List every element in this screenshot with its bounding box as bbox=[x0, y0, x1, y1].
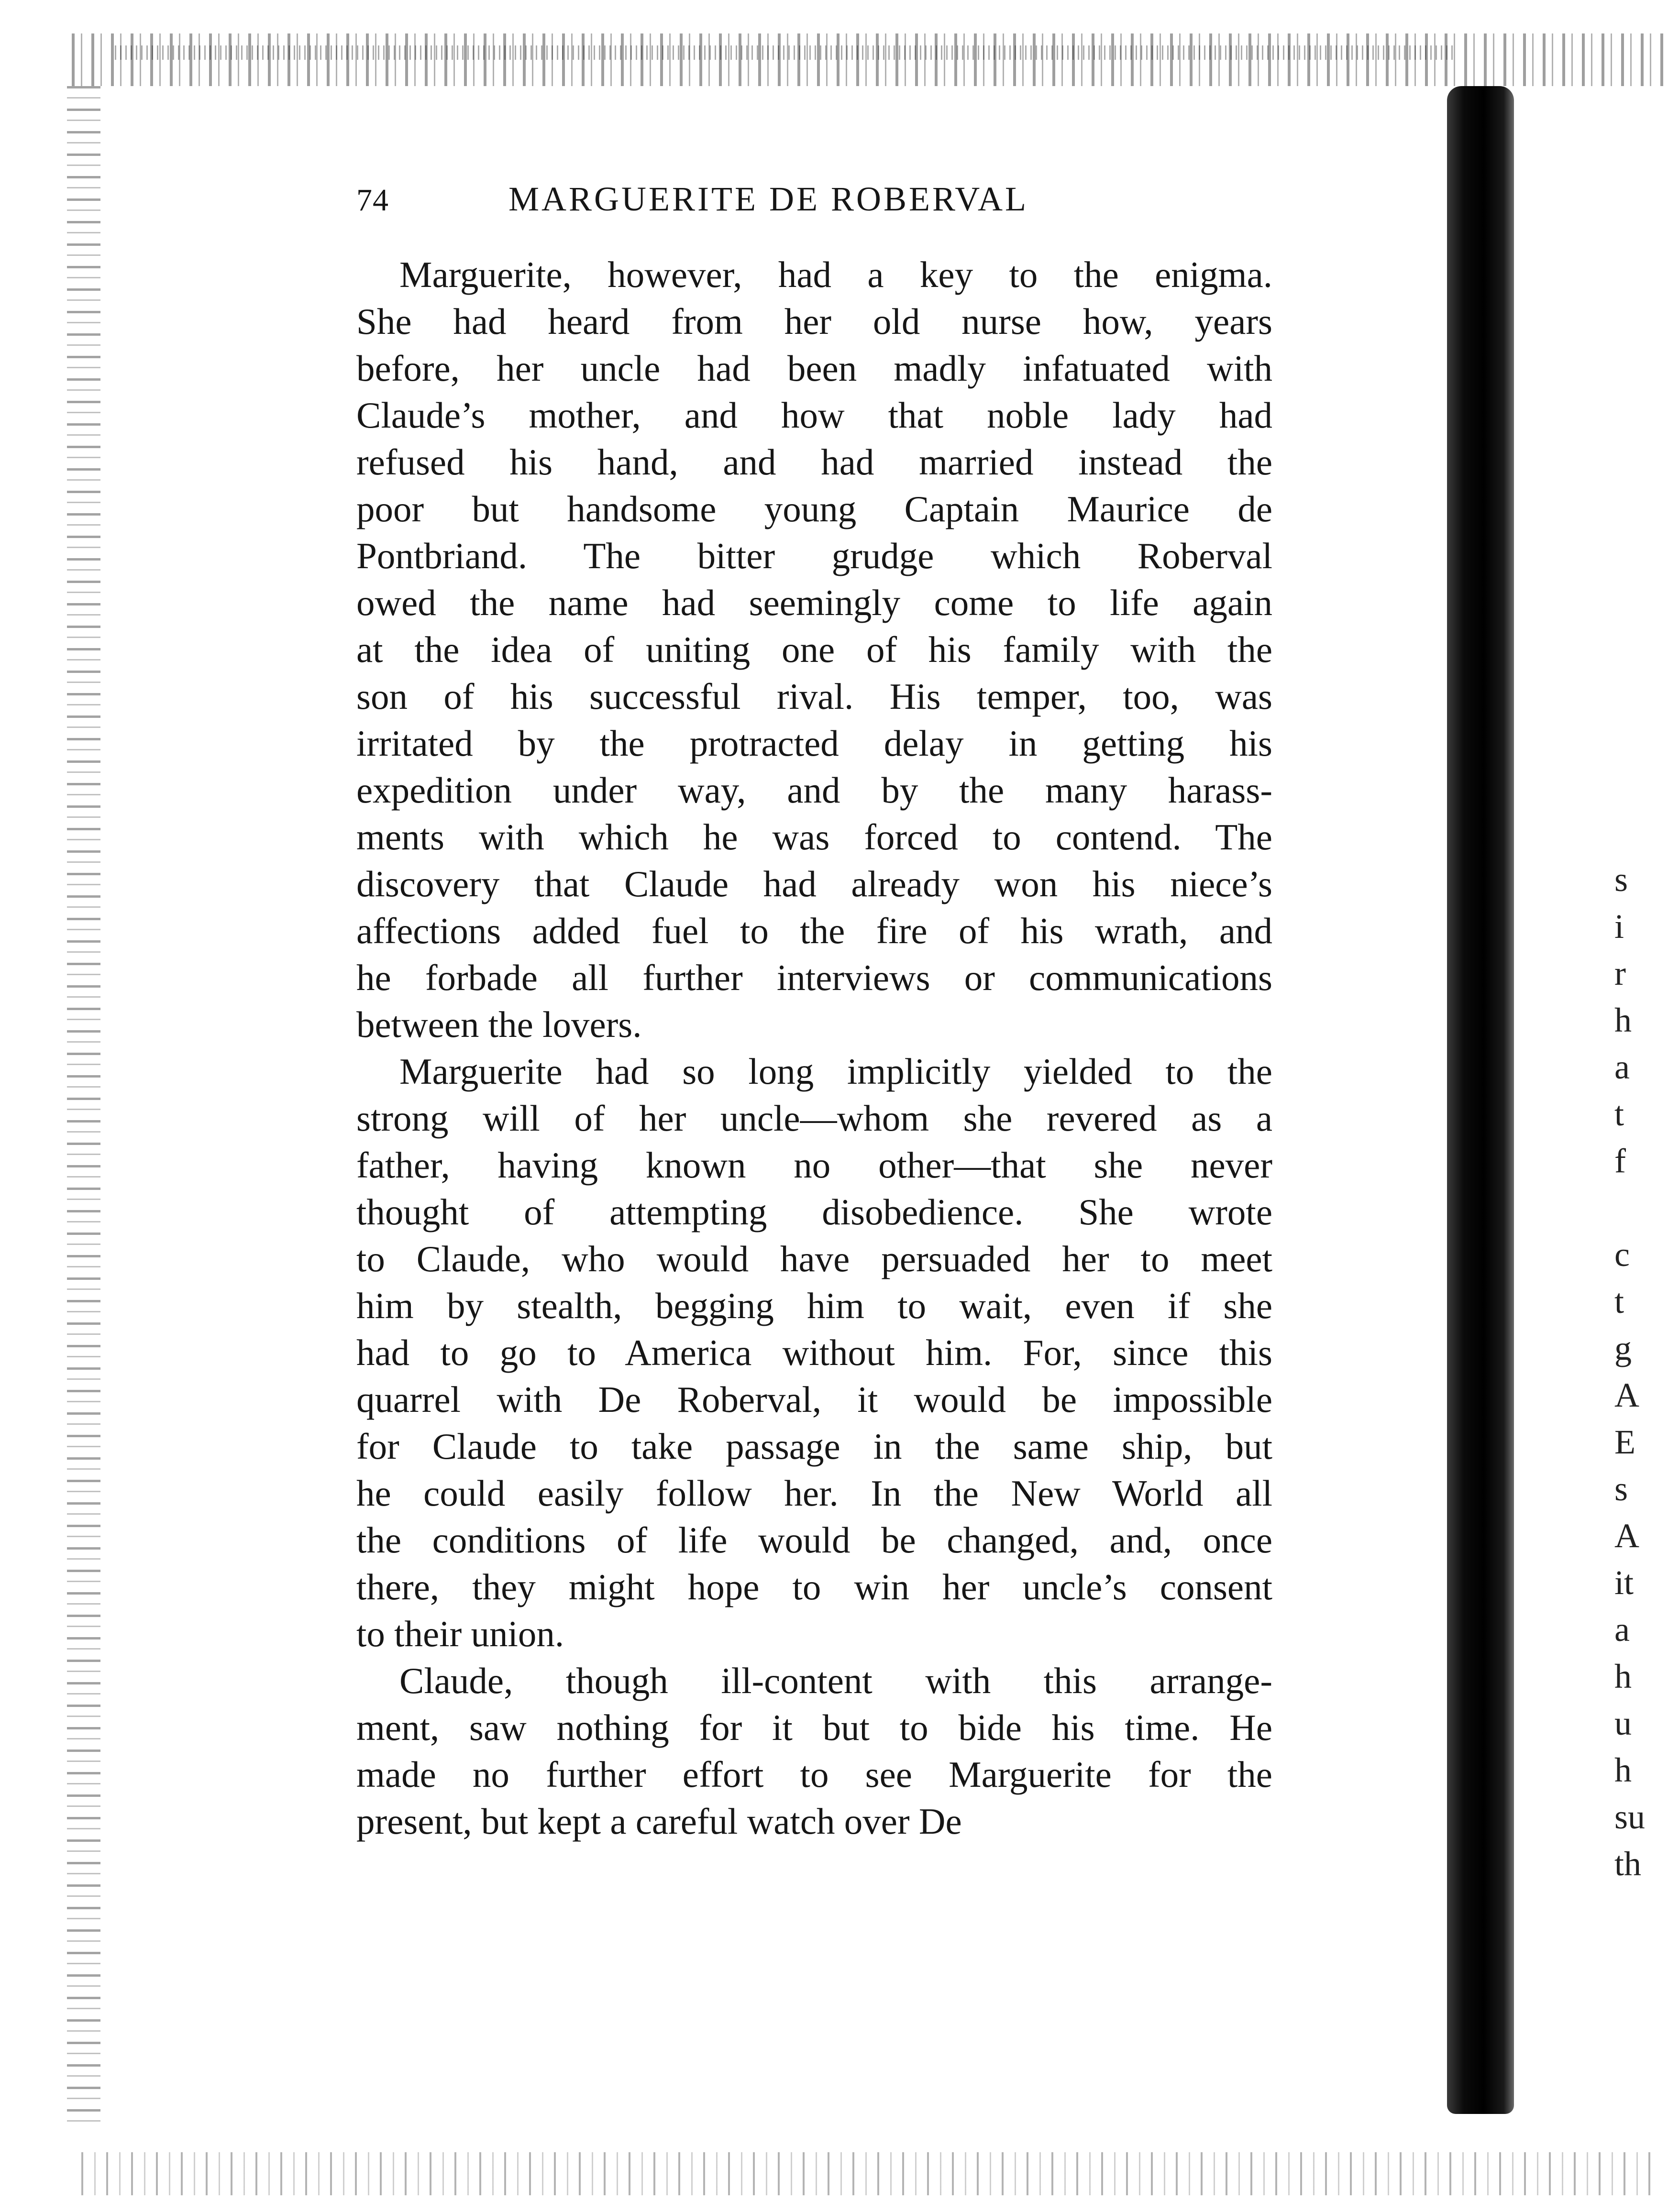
facing-page-fragment: A bbox=[1614, 1376, 1639, 1414]
text-line: affections added fuel to the fire of his wrath, and bbox=[356, 910, 1272, 951]
text-line: Pontbriand. The bitter grudge which Roberval bbox=[356, 535, 1272, 576]
scan-edge-left bbox=[67, 86, 100, 2124]
facing-page-fragment: th bbox=[1614, 1845, 1642, 1883]
text-line: thought of attempting disobedience. She wrote bbox=[356, 1191, 1272, 1233]
facing-page-fragment bbox=[1614, 1184, 1672, 1231]
body-text bbox=[356, 251, 1272, 1845]
text-line: the conditions of life would be changed, and, once bbox=[356, 1519, 1272, 1561]
text-line: Marguerite, however, had a key to the enigma. bbox=[399, 254, 1272, 295]
scan-edge-bottom bbox=[81, 2152, 1650, 2195]
text-line: irritated by the protracted delay in getting his bbox=[356, 723, 1272, 764]
facing-page-fragment: su bbox=[1614, 1798, 1646, 1836]
text-line: he could easily follow her. In the New World all bbox=[356, 1473, 1272, 1514]
scan-edge-top bbox=[72, 33, 1669, 86]
text-line: Claude, though ill-content with this arrange- bbox=[399, 1660, 1272, 1701]
facing-page-fragment: i bbox=[1614, 907, 1624, 946]
page-header bbox=[356, 179, 1272, 251]
text-line: discovery that Claude had already won his niece’s bbox=[356, 863, 1272, 904]
facing-page-fragment: it bbox=[1614, 1563, 1634, 1602]
facing-page-fragment: h bbox=[1614, 1751, 1632, 1789]
page-number: 74 bbox=[356, 183, 389, 218]
facing-page-fragment: s bbox=[1614, 1470, 1628, 1508]
text-line: he forbade all further interviews or communications bbox=[356, 957, 1272, 998]
running-title: MARGUERITE DE ROBERVAL bbox=[508, 180, 1028, 218]
text-line: son of his successful rival. His temper, too, was bbox=[356, 676, 1272, 717]
facing-page-fragment: s bbox=[1614, 860, 1628, 899]
text-line: there, they might hope to win her uncle’s consent bbox=[356, 1566, 1272, 1607]
text-line: present, but kept a careful watch over De bbox=[356, 1801, 962, 1842]
text-line: father, having known no other—that she never bbox=[356, 1145, 1272, 1186]
facing-page-fragment: E bbox=[1614, 1423, 1635, 1461]
facing-page-fragment: u bbox=[1614, 1704, 1632, 1742]
facing-page-fragment: a bbox=[1614, 1048, 1630, 1086]
text-line: ments with which he was forced to contend. The bbox=[356, 816, 1272, 858]
facing-page-fragment: r bbox=[1614, 954, 1626, 992]
text-line: expedition under way, and by the many harass- bbox=[356, 770, 1272, 811]
text-line: refused his hand, and had married instead the bbox=[356, 441, 1272, 483]
paragraph bbox=[356, 251, 1272, 1048]
text-line: poor but handsome young Captain Maurice de bbox=[356, 488, 1272, 529]
facing-page-fragment: f bbox=[1614, 1142, 1626, 1180]
text-line: at the idea of uniting one of his family with the bbox=[356, 629, 1272, 670]
text-line: had to go to America without him. For, since this bbox=[356, 1332, 1272, 1373]
facing-page-fragment: h bbox=[1614, 1001, 1632, 1039]
facing-page-fragment: t bbox=[1614, 1095, 1624, 1133]
paragraph bbox=[356, 1048, 1272, 1657]
facing-page-fragments bbox=[1614, 856, 1672, 1887]
text-line: for Claude to take passage in the same ship, but bbox=[356, 1426, 1272, 1467]
paragraph bbox=[356, 1657, 1272, 1845]
facing-page-fragment: c bbox=[1614, 1235, 1630, 1274]
facing-page-fragment: h bbox=[1614, 1657, 1632, 1695]
text-line: She had heard from her old nurse how, years bbox=[356, 301, 1272, 342]
text-line: made no further effort to see Marguerite for the bbox=[356, 1754, 1272, 1795]
text-line: between the lovers. bbox=[356, 1004, 642, 1045]
page-text-block bbox=[356, 179, 1272, 1845]
facing-page-fragment: A bbox=[1614, 1517, 1639, 1555]
scan-edge-top-detail bbox=[115, 45, 1454, 60]
text-line: strong will of her uncle—whom she revered as a bbox=[356, 1098, 1272, 1139]
text-line: quarrel with De Roberval, it would be impossible bbox=[356, 1379, 1272, 1420]
text-line: Claude’s mother, and how that noble lady had bbox=[356, 395, 1272, 436]
text-line: to Claude, who would have persuaded her to meet bbox=[356, 1238, 1272, 1279]
book-gutter-shadow bbox=[1447, 86, 1514, 2114]
facing-page-fragment: a bbox=[1614, 1610, 1630, 1649]
text-line: to their union. bbox=[356, 1613, 564, 1654]
text-line: ment, saw nothing for it but to bide his time. He bbox=[356, 1707, 1272, 1748]
text-line: before, her uncle had been madly infatuated with bbox=[356, 348, 1272, 389]
text-line: owed the name had seemingly come to life again bbox=[356, 582, 1272, 623]
text-line: him by stealth, begging him to wait, even if she bbox=[356, 1285, 1272, 1326]
text-line: Marguerite had so long implicitly yielded to the bbox=[399, 1051, 1272, 1092]
facing-page-fragment: g bbox=[1614, 1329, 1632, 1367]
facing-page-fragment: t bbox=[1614, 1282, 1624, 1321]
